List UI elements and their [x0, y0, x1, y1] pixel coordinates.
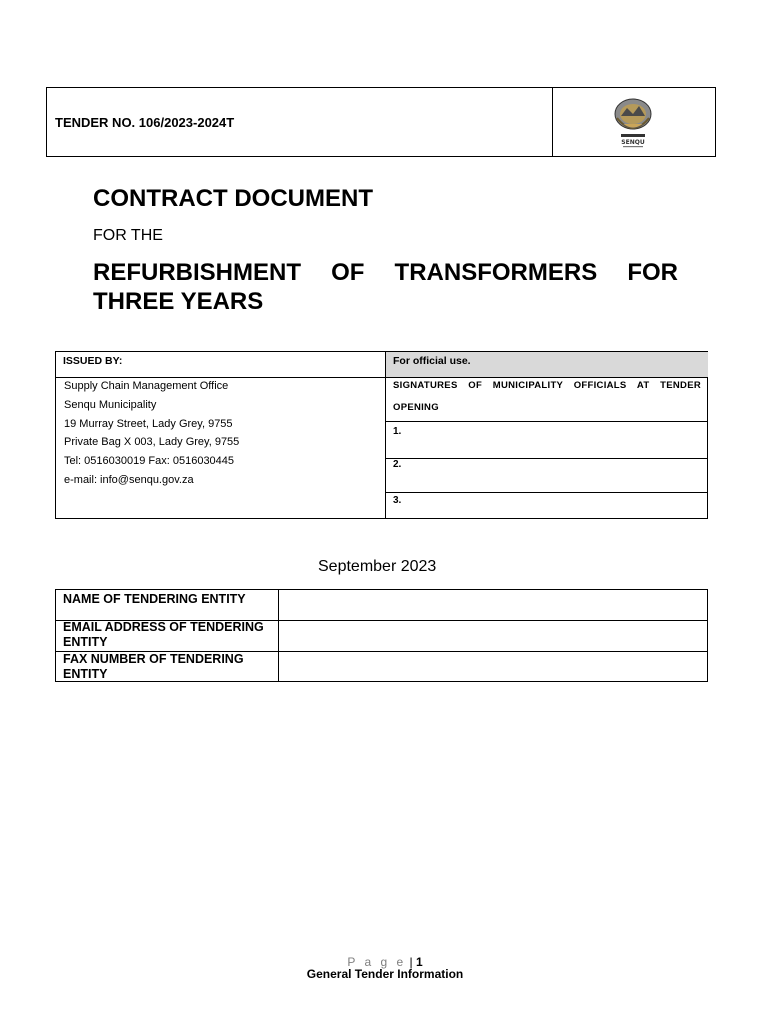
- issued-by-header-cell: [56, 352, 385, 378]
- official-use-header-cell: [385, 352, 708, 378]
- entity-fax-field[interactable]: [280, 652, 706, 681]
- signatures-heading-line2: OPENING: [393, 402, 439, 413]
- municipality-logo-icon: [607, 94, 659, 150]
- address-line: e-mail: info@senqu.gov.za: [64, 474, 194, 486]
- document-date: September 2023: [318, 558, 437, 575]
- issued-by-table: [55, 351, 708, 519]
- issued-column-divider: [385, 352, 386, 518]
- entity-email-label: EMAIL ADDRESS OF TENDERING ENTITY: [63, 620, 264, 649]
- for-the-label: FOR THE: [93, 227, 163, 244]
- signature-number: 3.: [393, 495, 402, 506]
- address-line: 19 Murray Street, Lady Grey, 9755: [64, 418, 233, 430]
- logo-lettering: SENQU: [621, 139, 645, 146]
- address-line: Tel: 0516030019 Fax: 0516030445: [64, 455, 235, 467]
- page-word: P a g e: [347, 955, 407, 969]
- project-title-line1: REFURBISHMENT OF TRANSFORMERS FOR: [93, 259, 678, 286]
- signature-row-divider: [385, 458, 708, 459]
- tendering-entity-table: [55, 589, 708, 682]
- header-divider: [552, 88, 553, 156]
- entity-name-field[interactable]: [280, 591, 706, 619]
- address-line: Senqu Municipality: [64, 399, 157, 411]
- page-number: 1: [415, 955, 423, 969]
- document-title: CONTRACT DOCUMENT: [93, 185, 373, 212]
- entity-fax-label: FAX NUMBER OF TENDERING ENTITY: [63, 652, 244, 681]
- signatures-heading-line1: SIGNATURES OF MUNICIPALITY OFFICIALS AT TENDER: [393, 380, 701, 391]
- project-title-line2: THREE YEARS: [93, 288, 264, 315]
- tender-number: TENDER NO. 106/2023-2024T: [55, 115, 235, 130]
- entity-email-field[interactable]: [280, 621, 706, 650]
- page-separator: |: [406, 955, 416, 969]
- official-use-label: For official use.: [393, 355, 471, 367]
- signature-number: 2.: [393, 459, 402, 470]
- entity-name-label: NAME OF TENDERING ENTITY: [63, 592, 246, 606]
- address-line: Supply Chain Management Office: [64, 380, 229, 392]
- entity-column-divider: [278, 590, 279, 681]
- address-line: Private Bag X 003, Lady Grey, 9755: [64, 436, 240, 448]
- header-box: [46, 87, 716, 157]
- signature-row-divider: [385, 421, 708, 422]
- footer-section-title: General Tender Information: [306, 967, 464, 981]
- issued-by-label: ISSUED BY:: [63, 355, 123, 367]
- signature-number: 1.: [393, 426, 402, 437]
- signature-row-divider: [385, 492, 708, 493]
